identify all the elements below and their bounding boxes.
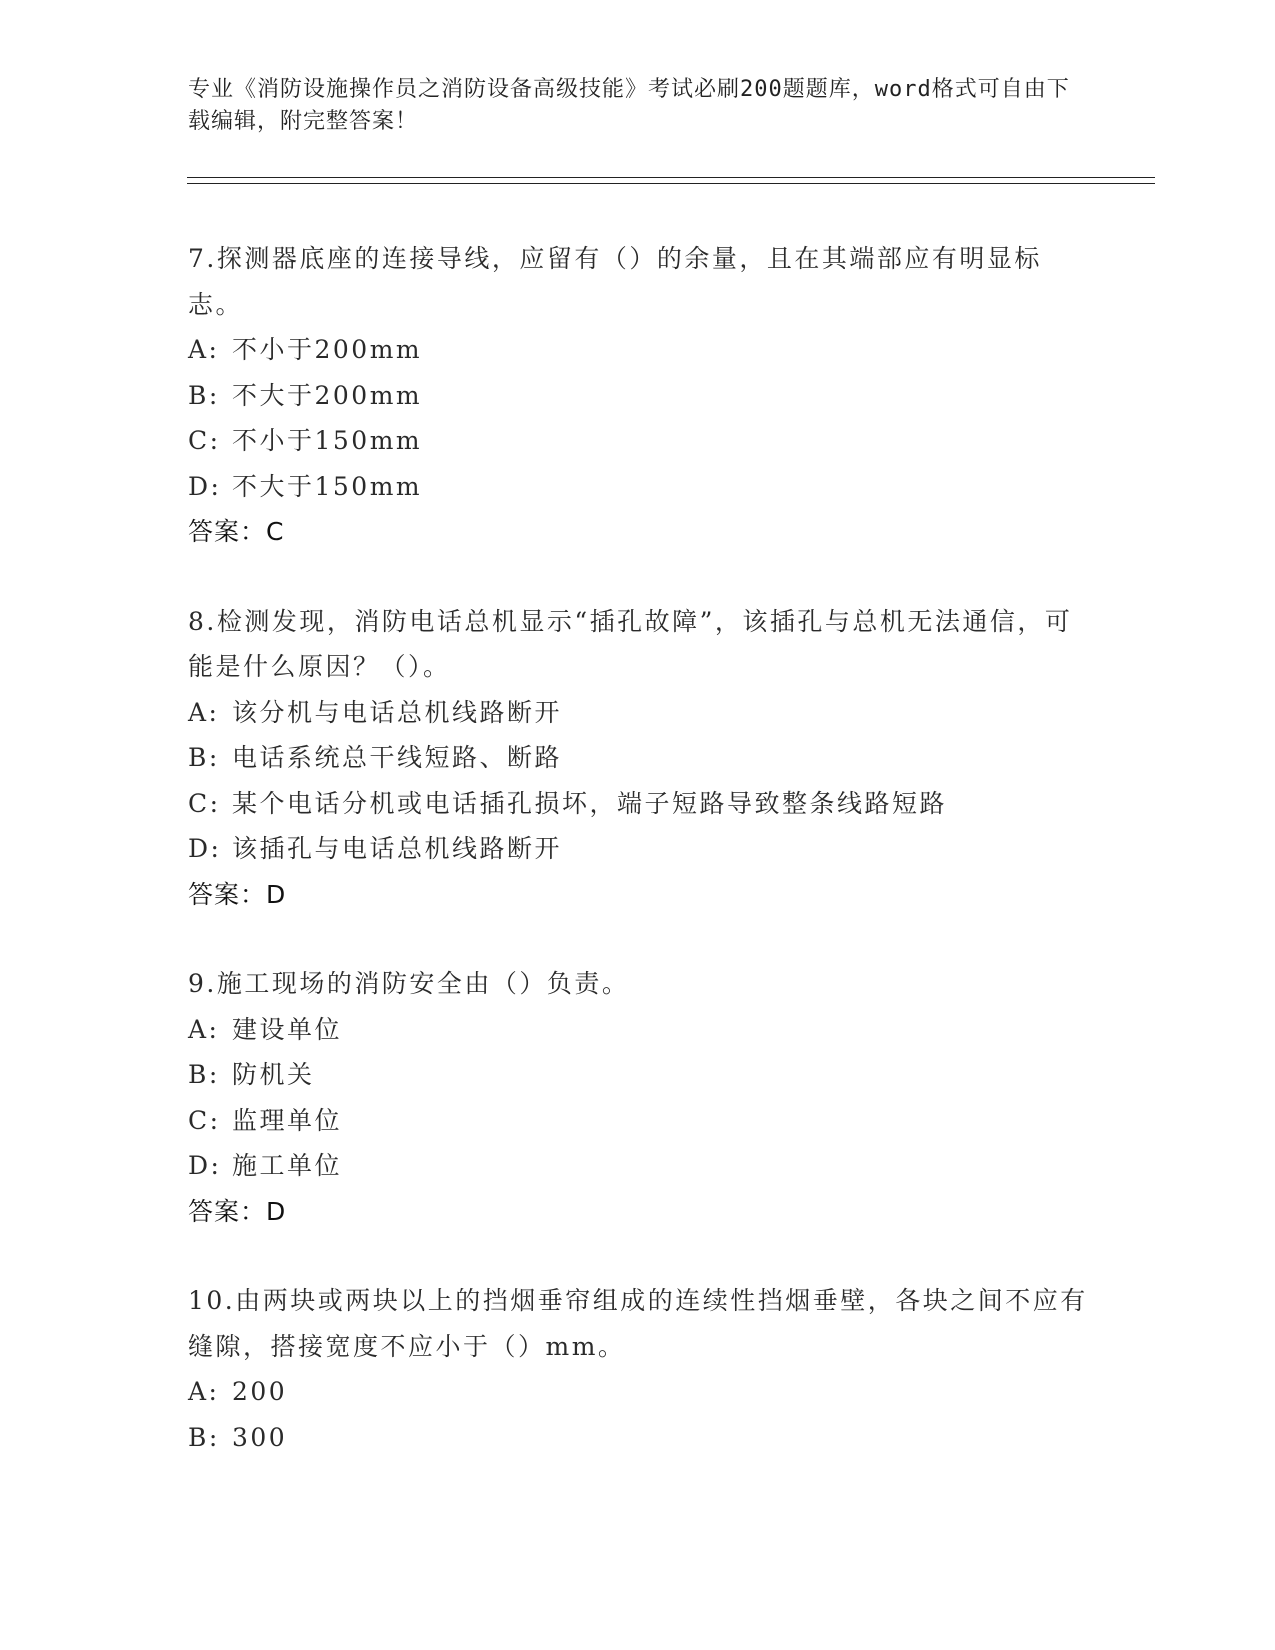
option-text: 电话系统总干线短路、断路 <box>232 743 563 772</box>
option-a <box>188 327 1088 373</box>
answer-line: 答案：D <box>188 1196 287 1226</box>
option-letter: A: <box>188 1377 220 1406</box>
option-b <box>188 1415 1088 1461</box>
option-c <box>188 781 1088 827</box>
option-a <box>188 1007 1088 1053</box>
option-text: 不小于150mm <box>232 426 423 455</box>
option-text: 该插孔与电话总机线路断开 <box>232 834 563 863</box>
option-d <box>188 464 1088 510</box>
question-stem: 8.检测发现，消防电话总机显示“插孔故障”，该插孔与总机无法通信，可能是什么原因？（）。 <box>188 606 1073 681</box>
question-8 <box>188 599 1088 918</box>
option-d <box>188 1143 1088 1189</box>
question-list <box>188 236 1088 1504</box>
option-letter: A: <box>188 1014 220 1044</box>
option-d <box>188 826 1088 872</box>
question-10 <box>188 1278 1088 1460</box>
option-c <box>188 1098 1088 1144</box>
option-letter: A: <box>188 697 220 727</box>
option-text: 监理单位 <box>232 1105 343 1135</box>
option-letter: D: <box>188 471 222 501</box>
option-text: 200 <box>232 1377 288 1406</box>
option-text: 不小于200mm <box>232 335 423 364</box>
option-letter: D: <box>188 1151 222 1180</box>
question-stem: 9.施工现场的消防安全由（）负责。 <box>188 969 630 998</box>
question-stem: 7.探测器底座的连接导线，应留有（）的余量，且在其端部应有明显标志。 <box>188 244 1042 319</box>
option-letter: D: <box>188 834 222 863</box>
option-b <box>188 373 1088 419</box>
option-letter: B: <box>188 380 220 410</box>
option-text: 300 <box>232 1422 288 1452</box>
option-letter: B: <box>188 743 220 772</box>
option-b <box>188 735 1088 781</box>
option-c <box>188 418 1088 464</box>
option-text: 该分机与电话总机线路断开 <box>232 697 563 727</box>
option-text: 防机关 <box>232 1060 315 1089</box>
question-stem: 10.由两块或两块以上的挡烟垂帘组成的连续性挡烟垂壁，各块之间不应有缝隙，搭接宽度不应小于（）mm。 <box>188 1286 1088 1361</box>
option-letter: C: <box>188 1105 221 1135</box>
option-text: 不大于150mm <box>232 471 423 501</box>
option-letter: A: <box>188 335 220 364</box>
option-text: 施工单位 <box>232 1151 343 1180</box>
option-a <box>188 1369 1088 1415</box>
question-7 <box>188 236 1088 555</box>
option-text: 建设单位 <box>232 1014 343 1044</box>
option-a <box>188 690 1088 736</box>
answer-line: 答案：C <box>188 517 285 546</box>
option-b <box>188 1052 1088 1098</box>
option-letter: B: <box>188 1422 220 1452</box>
header-rule-top <box>187 177 1155 178</box>
answer-line: 答案：D <box>188 879 287 909</box>
document-header: 专业《消防设施操作员之消防设备高级技能》考试必刷200题题库，word格式可自由下载编辑，附完整答案！ <box>188 77 1070 134</box>
option-text: 不大于200mm <box>232 380 423 410</box>
option-letter: B: <box>188 1060 220 1089</box>
header-rule-bottom <box>187 183 1155 184</box>
option-letter: C: <box>188 426 221 455</box>
option-letter: C: <box>188 788 221 818</box>
option-text: 某个电话分机或电话插孔损坏，端子短路导致整条线路短路 <box>232 788 948 818</box>
question-9 <box>188 961 1088 1234</box>
